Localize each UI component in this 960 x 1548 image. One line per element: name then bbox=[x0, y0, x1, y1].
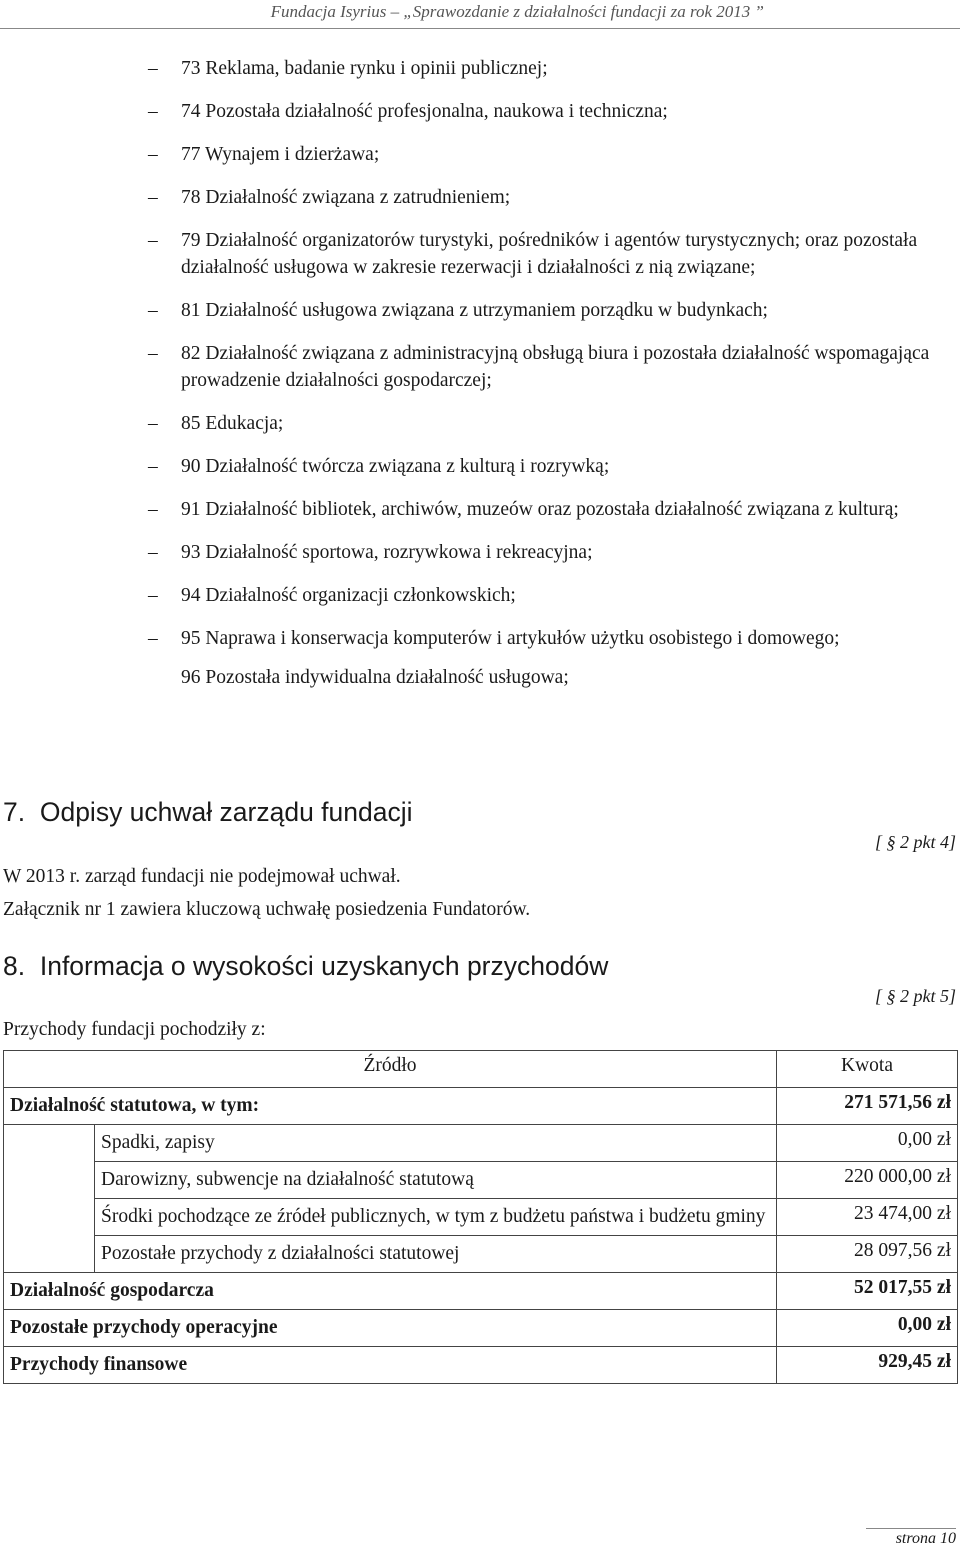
list-item-text: 95 Naprawa i konserwacja komputerów i artykułów użytku osobistego i domowego; bbox=[181, 628, 840, 649]
row-amount: 23 474,00 zł bbox=[777, 1199, 958, 1236]
activity-list bbox=[148, 55, 948, 691]
list-item bbox=[148, 410, 948, 437]
list-item bbox=[148, 664, 948, 691]
list-item bbox=[148, 340, 948, 394]
dash-marker: – bbox=[148, 628, 158, 649]
list-item-text: 73 Reklama, badanie rynku i opinii publicznej; bbox=[181, 58, 548, 79]
dash-marker: – bbox=[148, 230, 158, 251]
row-amount: 271 571,56 zł bbox=[777, 1088, 958, 1125]
dash-marker: – bbox=[148, 144, 158, 165]
section-8-reference: [ § 2 pkt 5] bbox=[875, 986, 956, 1006]
row-label: Przychody finansowe bbox=[4, 1347, 777, 1384]
list-item bbox=[148, 98, 948, 125]
list-item-text: 93 Działalność sportowa, rozrywkowa i rekreacyjna; bbox=[181, 542, 593, 563]
dash-marker: – bbox=[148, 456, 158, 477]
list-item bbox=[148, 453, 948, 480]
row-label: Środki pochodzące ze źródeł publicznych, w tym z budżetu państwa i budżetu gminy bbox=[95, 1199, 777, 1236]
table-row bbox=[4, 1236, 958, 1273]
row-amount: 0,00 zł bbox=[777, 1310, 958, 1347]
row-label: Darowizny, subwencje na działalność statutową bbox=[95, 1162, 777, 1199]
row-amount: 28 097,56 zł bbox=[777, 1236, 958, 1273]
dash-marker: – bbox=[148, 542, 158, 563]
indent-cell bbox=[4, 1125, 95, 1273]
table-row bbox=[4, 1310, 958, 1347]
section-8-intro: Przychody fundacji pochodziły z: bbox=[3, 1019, 266, 1040]
list-item-text: 96 Pozostała indywidualna działalność usługowa; bbox=[181, 667, 569, 688]
row-amount: 52 017,55 zł bbox=[777, 1273, 958, 1310]
dash-marker: – bbox=[148, 585, 158, 606]
list-item-text: 81 Działalność usługowa związana z utrzymaniem porządku w budynkach; bbox=[181, 300, 768, 321]
list-item bbox=[148, 625, 948, 652]
section-8-heading bbox=[3, 951, 608, 982]
section-number: 8. bbox=[3, 951, 26, 981]
table-row bbox=[4, 1273, 958, 1310]
list-item bbox=[148, 141, 948, 168]
list-item bbox=[148, 55, 948, 82]
list-item-text: 77 Wynajem i dzierżawa; bbox=[181, 144, 380, 165]
dash-marker: – bbox=[148, 413, 158, 434]
list-item-text: 78 Działalność związana z zatrudnieniem; bbox=[181, 187, 511, 208]
row-label: Działalność gospodarcza bbox=[4, 1273, 777, 1310]
list-item-text: 85 Edukacja; bbox=[181, 413, 284, 434]
list-item bbox=[148, 496, 948, 523]
footer-divider bbox=[866, 1528, 956, 1529]
section-7-paragraph: W 2013 r. zarząd fundacji nie podejmował uchwał. bbox=[3, 866, 401, 887]
list-item-text: 79 Działalność organizatorów turystyki, pośredników i agentów turystycznych; oraz pozostała działalność usługowa w zakresie rezerwacji i działalności z nią związane; bbox=[181, 230, 918, 278]
section-7-heading bbox=[3, 797, 413, 828]
row-label: Pozostałe przychody z działalności statutowej bbox=[95, 1236, 777, 1273]
list-item bbox=[148, 582, 948, 609]
section-title: Informacja o wysokości uzyskanych przychodów bbox=[39, 951, 609, 981]
dash-marker: – bbox=[148, 343, 158, 364]
section-7-paragraph: Załącznik nr 1 zawiera kluczową uchwałę posiedzenia Fundatorów. bbox=[3, 899, 531, 920]
list-item bbox=[148, 297, 948, 324]
list-item bbox=[148, 184, 948, 211]
dash-marker: – bbox=[148, 499, 158, 520]
table-row bbox=[4, 1199, 958, 1236]
header-divider bbox=[0, 28, 960, 29]
section-7-reference: [ § 2 pkt 4] bbox=[875, 832, 956, 852]
dash-marker: – bbox=[148, 58, 158, 79]
list-item-text: 82 Działalność związana z administracyjną obsługą biura i pozostała działalność wspomagająca prowadzenie działalności gospodarczej; bbox=[181, 343, 930, 391]
list-item-text: 90 Działalność twórcza związana z kulturą i rozrywką; bbox=[181, 456, 610, 477]
list-item-text: 91 Działalność bibliotek, archiwów, muzeów oraz pozostała działalność związana z kulturą; bbox=[181, 499, 899, 520]
table-row bbox=[4, 1125, 958, 1162]
dash-marker: – bbox=[148, 101, 158, 122]
list-item-text: 74 Pozostała działalność profesjonalna, naukowa i techniczna; bbox=[181, 101, 668, 122]
list-item bbox=[148, 539, 948, 566]
income-table bbox=[3, 1050, 958, 1384]
row-label: Działalność statutowa, w tym: bbox=[4, 1088, 777, 1125]
dash-marker: – bbox=[148, 300, 158, 321]
list-item-text: 94 Działalność organizacji członkowskich; bbox=[181, 585, 516, 606]
column-header-source: Źródło bbox=[4, 1051, 777, 1088]
column-header-amount: Kwota bbox=[777, 1051, 958, 1088]
table-row bbox=[4, 1088, 958, 1125]
section-title: Odpisy uchwał zarządu fundacji bbox=[39, 797, 413, 827]
table-row bbox=[4, 1162, 958, 1199]
row-label: Pozostałe przychody operacyjne bbox=[4, 1310, 777, 1347]
running-header: Fundacja Isyrius – „Sprawozdanie z działalności fundacji za rok 2013 ” bbox=[270, 2, 764, 21]
table-row bbox=[4, 1347, 958, 1384]
row-amount: 929,45 zł bbox=[777, 1347, 958, 1384]
section-number: 7. bbox=[3, 797, 26, 827]
row-amount: 220 000,00 zł bbox=[777, 1162, 958, 1199]
row-amount: 0,00 zł bbox=[777, 1125, 958, 1162]
row-label: Spadki, zapisy bbox=[95, 1125, 777, 1162]
table-header-row bbox=[4, 1051, 958, 1088]
dash-marker: – bbox=[148, 187, 158, 208]
list-item bbox=[148, 227, 948, 281]
page-number: strona 10 bbox=[895, 1530, 956, 1547]
